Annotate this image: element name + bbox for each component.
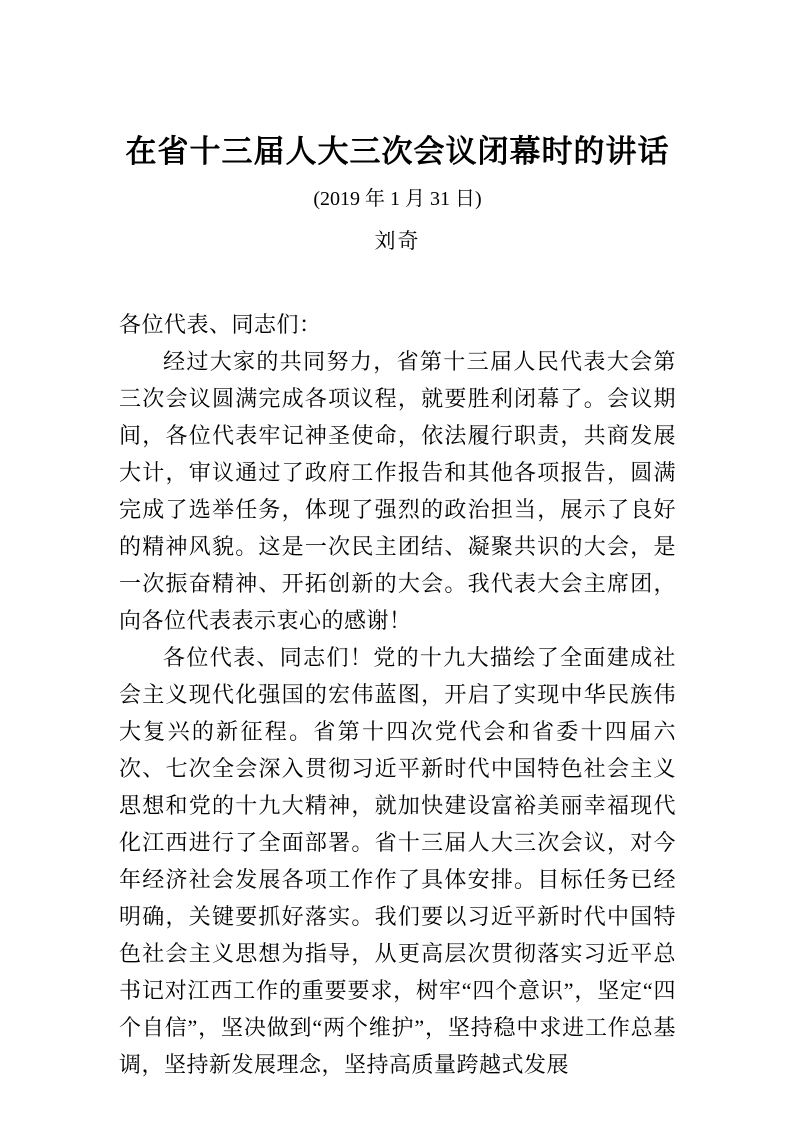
document-date-line: (2019 年 1 月 31 日) [313,188,482,210]
paragraph-1: 经过大家的共同努力，省第十三届人民代表大会第三次会议圆满完成各项议程，就要胜利闭幕了。会议期间，各位代表牢记神圣使命，依法履行职责，共商发展大计，审议通过了政府工作报告和其他各项报告，圆满完成了选举任务，体现了强烈的政治担当，展示了良好的精神风貌。这是一次民主团结、凝聚共识的大会，是一次振奋精神、开拓创新的大会。我代表大会主席团，向各位代表表示衷心的感谢！ [119,349,676,633]
paragraph-2: 各位代表、同志们！党的十九大描绘了全面建成社会主义现代化强国的宏伟蓝图，开启了实现中华民族伟大复兴的新征程。省第十四次党代会和省委十四届六次、七次全会深入贯彻习近平新时代中国特色社会主义思想和党的十九大精神，就加快建设富裕美丽幸福现代化江西进行了全面部署。省十三届人大三次会议，对今年经济社会发展各项工作作了具体安排。目标任务已经明确，关键要抓好落实。我们要以习近平新时代中国特色社会主义思想为指导，从更高层次贯彻落实习近平总书记对江西工作的重要要求，树牢“四个意识”，坚定“四个自信”，坚决做到“两个维护”，坚持稳中求进工作总基调，坚持新发展理念，坚持高质量跨越式发展 [119,645,676,1077]
document-body [119,306,676,1083]
document-title: 在省十三届人大三次会议闭幕时的讲话 [125,134,670,169]
salutation-line: 各位代表、同志们： [119,312,322,337]
document-author: 刘奇 [374,229,421,253]
